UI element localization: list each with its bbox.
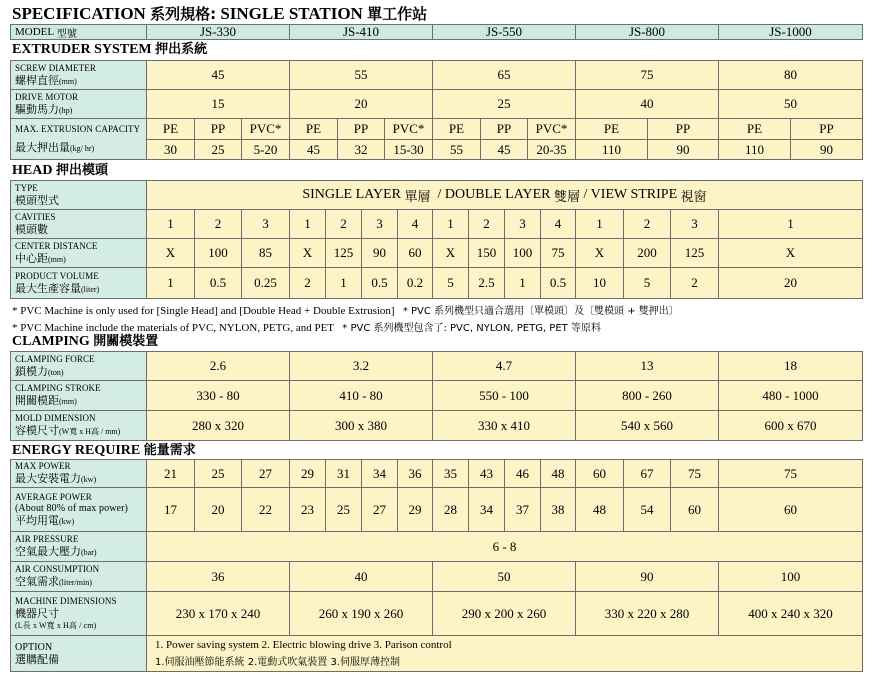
option-line-zh: 1.伺服油壓節能系統 2.電動式吹氣裝置 3.伺服厚薄控制	[155, 657, 400, 668]
screw-js330: 45	[146, 60, 290, 90]
model-label-zh: 型號	[56, 28, 77, 40]
cavities-6: 4	[397, 209, 433, 239]
section-energy-en: ENERGY REQUIRE	[12, 443, 141, 458]
avgpower-13: 60	[670, 487, 719, 532]
avgpower-3: 23	[289, 487, 326, 532]
label-extrusion-capacity	[10, 118, 147, 160]
maxpower-11: 60	[575, 459, 624, 488]
type-double-zh: 雙層	[554, 189, 581, 205]
maxpower-0: 21	[146, 459, 195, 488]
aircons-js1000: 100	[718, 561, 863, 592]
label-cavities	[10, 209, 147, 239]
maxpower-1: 25	[194, 459, 242, 488]
avgpower-en: AVERAGE POWER	[15, 491, 92, 502]
capacity-materials-7: PP	[480, 118, 528, 140]
center-4: 125	[325, 238, 362, 268]
cavities-5: 3	[361, 209, 398, 239]
capacity-values-11: 110	[718, 139, 791, 160]
motor-js330: 15	[146, 89, 290, 119]
center-6: 60	[397, 238, 433, 268]
volume-9: 1	[504, 267, 541, 299]
volume-0: 1	[146, 267, 195, 299]
mold-js550: 330 x 410	[432, 410, 576, 441]
avgpower-zh: 平均用電	[15, 513, 59, 527]
capacity-values-3: 45	[289, 139, 338, 160]
aircons-js800: 90	[575, 561, 719, 592]
label-product-volume	[10, 267, 147, 299]
center-2: 85	[241, 238, 290, 268]
center-12: 200	[623, 238, 671, 268]
screw-unit: (mm)	[59, 76, 77, 86]
section-extruder-zh: 押出系統	[155, 42, 208, 57]
avgpower-12: 54	[623, 487, 671, 532]
force-js410: 3.2	[289, 351, 433, 381]
force-en: CLAMPING FORCE	[15, 353, 95, 364]
machdim-unit: (L長 x W寬 x H高 / cm)	[15, 621, 97, 630]
type-single-en: SINGLE LAYER	[302, 187, 401, 202]
capacity-en: MAX. EXTRUSION CAPACITY	[15, 123, 141, 134]
screw-js1000: 80	[718, 60, 863, 90]
avgpower-6: 29	[397, 487, 433, 532]
airpressure-zh: 空氣最大壓力	[15, 545, 81, 558]
avgpower-1: 20	[194, 487, 242, 532]
option-en: OPTION	[15, 641, 53, 653]
center-14: X	[718, 238, 863, 268]
machdim-en: MACHINE DIMENSIONS	[15, 596, 117, 606]
note-2	[12, 319, 601, 334]
section-energy-zh: 能量需求	[143, 443, 196, 458]
cavities-13: 3	[670, 209, 719, 239]
center-unit: (mm)	[48, 254, 66, 264]
stroke-zh: 開關模距	[15, 394, 59, 407]
title-zh-sub: 單工作站	[367, 5, 428, 23]
volume-unit: (liter)	[81, 284, 100, 294]
stroke-js1000: 480 - 1000	[718, 380, 863, 411]
motor-js800: 40	[575, 89, 719, 119]
cavities-1: 2	[194, 209, 242, 239]
volume-zh: 最大生產容量	[15, 281, 81, 295]
center-5: 90	[361, 238, 398, 268]
stroke-js410: 410 - 80	[289, 380, 433, 411]
maxpower-9: 46	[504, 459, 541, 488]
note-2-en: * PVC Machine include the materials of PVC, NYLON, PETG, and PET	[12, 322, 335, 334]
capacity-values-5: 15-30	[384, 139, 433, 160]
volume-en: PRODUCT VOLUME	[15, 270, 99, 281]
center-3: X	[289, 238, 326, 268]
title-en-sub: SINGLE STATION	[220, 4, 363, 23]
capacity-values-12: 90	[790, 139, 863, 160]
mold-zh: 容模尺寸	[15, 424, 59, 437]
force-zh: 鎖模力	[15, 364, 48, 378]
capacity-materials-9: PE	[575, 118, 648, 140]
label-head-type	[10, 180, 147, 210]
screw-zh: 螺桿直徑	[15, 73, 59, 87]
volume-10: 0.5	[540, 267, 576, 299]
section-clamping	[12, 334, 158, 350]
capacity-materials-6: PE	[432, 118, 481, 140]
screw-js410: 55	[289, 60, 433, 90]
model-js410: JS-410	[289, 24, 433, 40]
avgpower-9: 37	[504, 487, 541, 532]
label-machine-dimensions	[10, 591, 147, 636]
machdim-js330: 230 x 170 x 240	[146, 591, 290, 636]
type-en: TYPE	[15, 183, 38, 193]
label-average-power	[10, 487, 147, 532]
capacity-materials-2: PVC*	[241, 118, 290, 140]
cavities-8: 2	[468, 209, 505, 239]
force-js330: 2.6	[146, 351, 290, 381]
maxpower-6: 36	[397, 459, 433, 488]
volume-1: 0.5	[194, 267, 242, 299]
mold-js1000: 600 x 670	[718, 410, 863, 441]
maxpower-2: 27	[241, 459, 290, 488]
avgpower-5: 27	[361, 487, 398, 532]
avgpower-11: 48	[575, 487, 624, 532]
center-1: 100	[194, 238, 242, 268]
center-11: X	[575, 238, 624, 268]
avgpower-4: 25	[325, 487, 362, 532]
model-js330: JS-330	[146, 24, 290, 40]
volume-13: 2	[670, 267, 719, 299]
center-7: X	[432, 238, 469, 268]
cavities-9: 3	[504, 209, 541, 239]
machdim-js410: 260 x 190 x 260	[289, 591, 433, 636]
aircons-js410: 40	[289, 561, 433, 592]
note-1-zh: * PVC 系列機型只適合選用〔單模頭〕及〔雙模頭 + 雙押出〕	[402, 306, 679, 317]
label-clamping-stroke	[10, 380, 147, 411]
title-zh-main: 系列規格:	[150, 5, 217, 23]
cavities-0: 1	[146, 209, 195, 239]
avgpower-14: 60	[718, 487, 863, 532]
capacity-materials-11: PE	[718, 118, 791, 140]
section-energy	[12, 443, 196, 459]
mold-js800: 540 x 560	[575, 410, 719, 441]
force-js800: 13	[575, 351, 719, 381]
mold-js330: 280 x 320	[146, 410, 290, 441]
aircons-js330: 36	[146, 561, 290, 592]
label-max-power	[10, 459, 147, 488]
screw-en: SCREW DIAMETER	[15, 62, 96, 73]
center-13: 125	[670, 238, 719, 268]
type-view-zh: 視窗	[680, 189, 707, 205]
avgpower-0: 17	[146, 487, 195, 532]
capacity-values-8: 20-35	[527, 139, 576, 160]
stroke-en: CLAMPING STROKE	[15, 383, 101, 393]
volume-12: 5	[623, 267, 671, 299]
cavities-12: 2	[623, 209, 671, 239]
maxpower-5: 34	[361, 459, 398, 488]
stroke-js330: 330 - 80	[146, 380, 290, 411]
stroke-js550: 550 - 100	[432, 380, 576, 411]
avgpower-unit: (kw)	[59, 516, 75, 526]
type-single-zh: 單層	[404, 189, 431, 205]
maxpower-12: 67	[623, 459, 671, 488]
center-en: CENTER DISTANCE	[15, 240, 98, 251]
force-unit: (ton)	[48, 367, 64, 377]
force-js550: 4.7	[432, 351, 576, 381]
stroke-js800: 800 - 260	[575, 380, 719, 411]
type-zh: 模頭型式	[15, 194, 59, 207]
cavities-14: 1	[718, 209, 863, 239]
maxpower-4: 31	[325, 459, 362, 488]
volume-5: 0.5	[361, 267, 398, 299]
capacity-materials-8: PVC*	[527, 118, 576, 140]
airpressure-en: AIR PRESSURE	[15, 534, 79, 544]
maxpower-zh: 最大安裝電力	[15, 472, 81, 485]
label-clamping-force	[10, 351, 147, 381]
capacity-materials-5: PVC*	[384, 118, 433, 140]
aircons-en: AIR CONSUMPTION	[15, 564, 100, 574]
type-double-en: / DOUBLE LAYER	[437, 187, 551, 202]
center-8: 150	[468, 238, 505, 268]
section-clamping-en: CLAMPING	[12, 334, 90, 349]
maxpower-14: 75	[718, 459, 863, 488]
cavities-en: CAVITIES	[15, 212, 56, 222]
motor-js550: 25	[432, 89, 576, 119]
section-clamping-zh: 開關模裝置	[93, 334, 159, 349]
cavities-zh: 模頭數	[15, 223, 48, 236]
stroke-unit: (mm)	[59, 397, 77, 406]
center-9: 100	[504, 238, 541, 268]
motor-js1000: 50	[718, 89, 863, 119]
avgpower-10: 38	[540, 487, 576, 532]
mold-unit: (W寬 x H高 / mm)	[59, 427, 121, 436]
force-js1000: 18	[718, 351, 863, 381]
capacity-values-2: 5-20	[241, 139, 290, 160]
option-zh: 選購配備	[15, 652, 59, 666]
motor-zh: 驅動馬力	[15, 102, 59, 116]
maxpower-13: 75	[670, 459, 719, 488]
volume-3: 2	[289, 267, 326, 299]
aircons-zh: 空氣需求	[15, 575, 59, 588]
note-2-zh: * PVC 系列機型包含了: PVC, NYLON, PETG, PET 等原料	[342, 323, 601, 334]
volume-8: 2.5	[468, 267, 505, 299]
model-label-en: MODEL	[15, 26, 55, 38]
volume-7: 5	[432, 267, 469, 299]
type-view-en: / VIEW STRIPE	[583, 187, 678, 202]
capacity-unit: (kg/ hr)	[70, 143, 95, 153]
head-type-value	[146, 180, 863, 210]
page-title	[12, 4, 427, 24]
label-center-distance	[10, 238, 147, 268]
cavities-10: 4	[540, 209, 576, 239]
option-value	[146, 635, 863, 672]
capacity-values-6: 55	[432, 139, 481, 160]
avgpower-2: 22	[241, 487, 290, 532]
mold-en: MOLD DIMENSION	[15, 413, 96, 423]
cavities-2: 3	[241, 209, 290, 239]
capacity-values-9: 110	[575, 139, 648, 160]
capacity-values-7: 45	[480, 139, 528, 160]
maxpower-10: 48	[540, 459, 576, 488]
capacity-materials-1: PP	[194, 118, 242, 140]
model-js1000: JS-1000	[718, 24, 863, 40]
center-10: 75	[540, 238, 576, 268]
center-0: X	[146, 238, 195, 268]
section-head-en: HEAD	[12, 163, 53, 178]
capacity-values-4: 32	[337, 139, 385, 160]
section-head-zh: 押出模頭	[55, 163, 108, 178]
capacity-materials-10: PP	[647, 118, 719, 140]
machdim-zh: 機器尺寸	[15, 607, 59, 620]
label-option	[10, 635, 147, 672]
capacity-values-1: 25	[194, 139, 242, 160]
model-label	[10, 24, 147, 40]
mold-js410: 300 x 380	[289, 410, 433, 441]
machdim-js1000: 400 x 240 x 320	[718, 591, 863, 636]
airpressure-unit: (bar)	[81, 548, 97, 557]
capacity-values-10: 90	[647, 139, 719, 160]
aircons-unit: (liter/min)	[59, 578, 92, 587]
cavities-11: 1	[575, 209, 624, 239]
machdim-js550: 290 x 200 x 260	[432, 591, 576, 636]
label-air-consumption	[10, 561, 147, 592]
cavities-3: 1	[289, 209, 326, 239]
volume-11: 10	[575, 267, 624, 299]
maxpower-en: MAX POWER	[15, 461, 71, 471]
capacity-materials-4: PP	[337, 118, 385, 140]
motor-js410: 20	[289, 89, 433, 119]
note-1-en: * PVC Machine is only used for [Single Head] and [Double Head + Double Extrusion]	[12, 305, 395, 317]
volume-4: 1	[325, 267, 362, 299]
avgpower-8: 34	[468, 487, 505, 532]
maxpower-unit: (kw)	[81, 475, 97, 484]
cavities-4: 2	[325, 209, 362, 239]
cavities-7: 1	[432, 209, 469, 239]
maxpower-7: 35	[432, 459, 469, 488]
volume-6: 0.2	[397, 267, 433, 299]
option-line-en: 1. Power saving system 2. Electric blowing drive 3. Parison control	[155, 639, 452, 651]
label-air-pressure	[10, 531, 147, 562]
section-extruder	[12, 42, 207, 58]
screw-js550: 65	[432, 60, 576, 90]
motor-en: DRIVE MOTOR	[15, 91, 79, 102]
avgpower-7: 28	[432, 487, 469, 532]
label-screw-diameter	[10, 60, 147, 90]
air-pressure-value: 6 - 8	[146, 531, 863, 562]
capacity-materials-3: PE	[289, 118, 338, 140]
label-drive-motor	[10, 89, 147, 119]
note-1	[12, 302, 679, 317]
center-zh: 中心距	[15, 251, 48, 265]
machdim-js800: 330 x 220 x 280	[575, 591, 719, 636]
capacity-materials-0: PE	[146, 118, 195, 140]
volume-2: 0.25	[241, 267, 290, 299]
maxpower-3: 29	[289, 459, 326, 488]
capacity-values-0: 30	[146, 139, 195, 160]
aircons-js550: 50	[432, 561, 576, 592]
label-mold-dimension	[10, 410, 147, 441]
avgpower-en2: (About 80% of max power)	[15, 502, 128, 514]
model-js550: JS-550	[432, 24, 576, 40]
model-js800: JS-800	[575, 24, 719, 40]
motor-unit: (hp)	[59, 105, 73, 115]
title-en-main: SPECIFICATION	[12, 4, 146, 23]
section-head	[12, 163, 108, 179]
section-extruder-en: EXTRUDER SYSTEM	[12, 42, 152, 57]
capacity-zh: 最大押出量	[15, 140, 70, 154]
volume-14: 20	[718, 267, 863, 299]
maxpower-8: 43	[468, 459, 505, 488]
screw-js800: 75	[575, 60, 719, 90]
capacity-materials-12: PP	[790, 118, 863, 140]
